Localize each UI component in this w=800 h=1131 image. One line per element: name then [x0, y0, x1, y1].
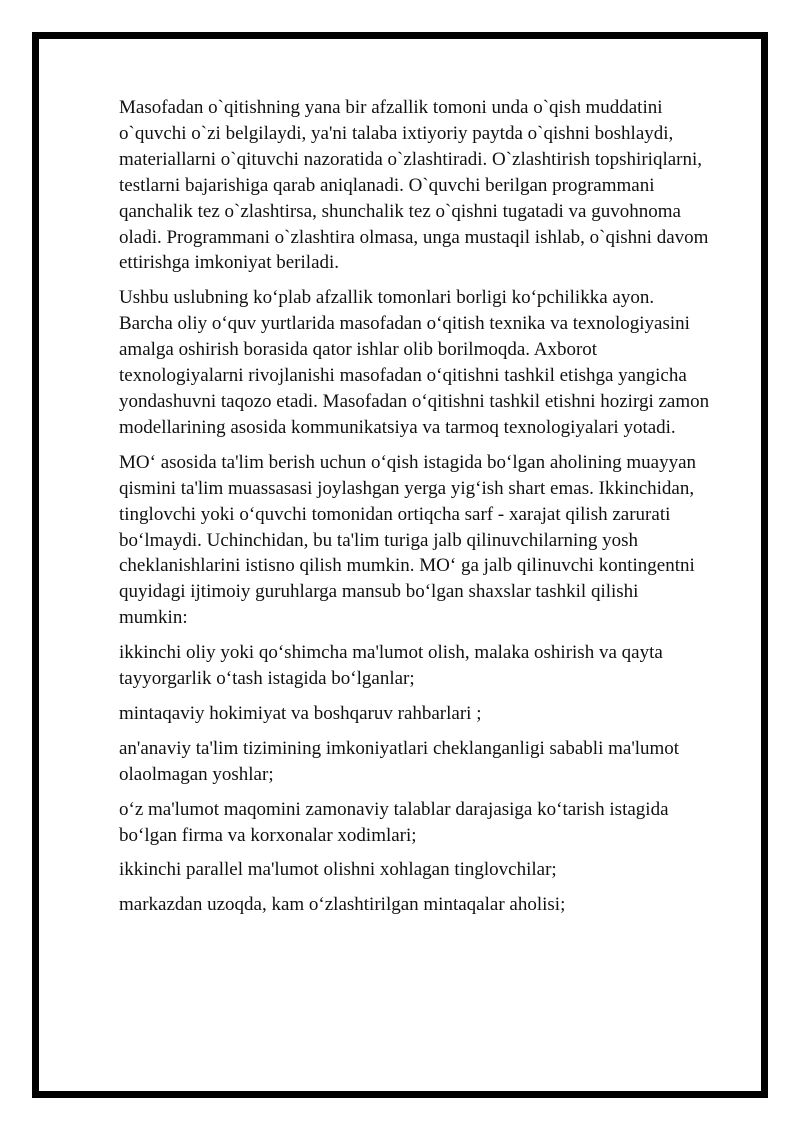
list-item-company-employees: o‘z ma'lumot maqomini zamonaviy talablar darajasiga ko‘tarish istagida bo‘lgan firma va korxonalar xodimlari;: [119, 798, 669, 846]
page-border: [32, 32, 768, 1098]
list-item-youth: an'anaviy ta'lim tizimining imkoniyatlari cheklanganligi sababli ma'lumot olaolmagan yoshlar;: [119, 737, 680, 785]
list-item-parallel-education: ikkinchi parallel ma'lumot olishni xohlagan tinglovchilar;: [119, 859, 557, 881]
list-item-regional-leaders: mintaqaviy hokimiyat va boshqaruv rahbarlari ;: [119, 702, 482, 724]
paragraph-mo-education-basis: MO‘ asosida ta'lim berish uchun o‘qish istagida bo‘lgan aholining muayyan qismini ta'lim muassasasi joylashgan yerga yig‘ish shart emas. Ikkinchidan, tinglovchi yoki o‘quvchi tomonidan ortiqcha sarf - xarajat qilish zarurati bo‘lmaydi. Uchinchidan, bu ta'lim turiga jalb qilinuvchilarning yosh cheklanishlarini istisno qilish mumkin. MO‘ ga jalb qilinuvchi kontingentni quyidagi ijtimoiy guruhlarga mansub bo‘lgan shaxslar tashkil qilishi mumkin:: [119, 451, 697, 629]
document-body: [119, 95, 711, 927]
paragraph-distance-learning-advantage: Masofadan o`qitishning yana bir afzallik tomoni unda o`qish muddatini o`quvchi o`zi belgilaydi, ya'ni talaba ixtiyoriy paytda o`qishni boshlaydi, materiallarni o`qituvchi nazoratida o`zlashtiradi. O`zlashtirish topshiriqlarni, testlarni bajarishiga qarab aniqlanadi. O`quvchi berilgan programmani qanchalik tez o`zlashtirsa, shunchalik tez o`qishni tugatadi va guvohnoma oladi. Programmani o`zlashtira olmasa, unga mustaqil ishlab, o`qishni davom ettirishga imkoniyat beriladi.: [119, 97, 709, 274]
list-item-remote-regions: markazdan uzoqda, kam o‘zlashtirilgan mintaqalar aholisi;: [119, 894, 566, 916]
list-item-second-higher-education: ikkinchi oliy yoki qo‘shimcha ma'lumot olish, malaka oshirish va qayta tayyorgarlik o‘tash istagida bo‘lganlar;: [119, 642, 663, 690]
paragraph-method-advantages: Ushbu uslubning ko‘plab afzallik tomonlari borligi ko‘pchilikka ayon. Barcha oliy o‘quv yurtlarida masofadan o‘qitish texnika va texnologiyasini amalga oshirish borasida qator ishlar olib borilmoqda. Axborot texnologiyalarni rivojlanishi masofadan o‘qitishni tashkil etishga yangicha yondashuvni taqozo etadi. Masofadan o‘qitishni tashkil etishni hozirgi zamon modellarining asosida kommunikatsiya va tarmoq texnologiyalari yotadi.: [119, 287, 710, 438]
